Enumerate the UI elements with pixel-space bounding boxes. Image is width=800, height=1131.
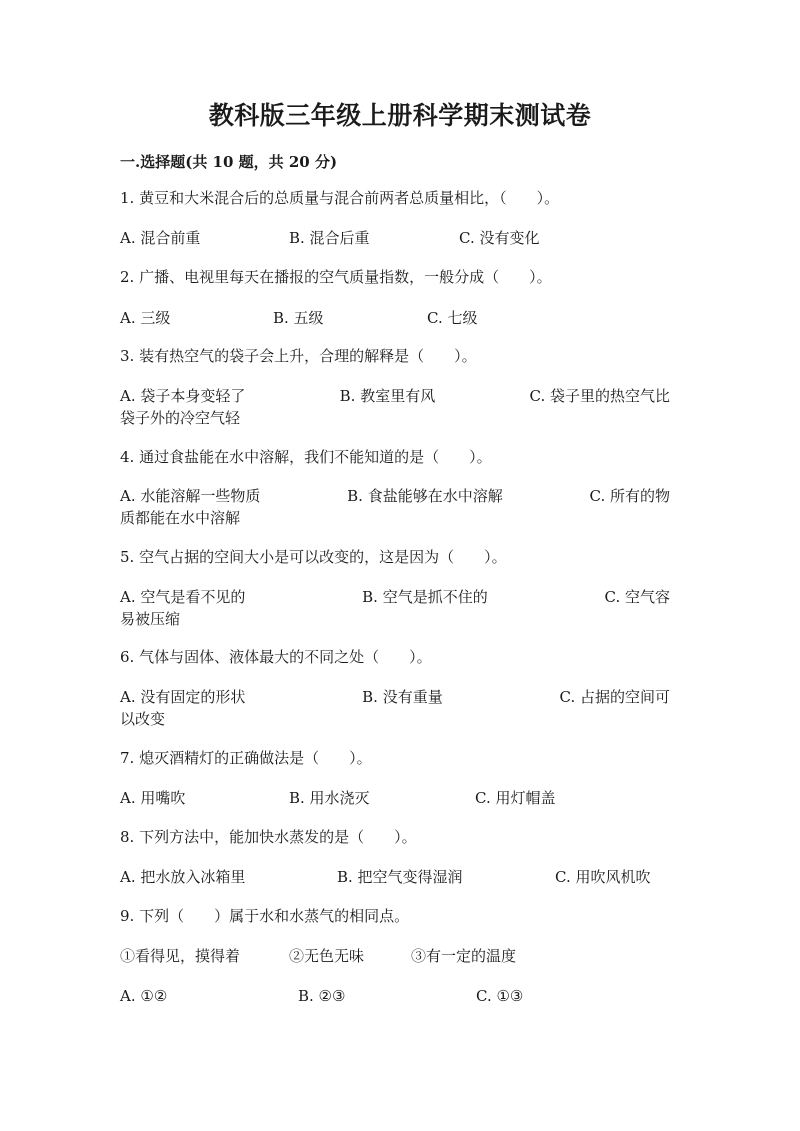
question-3-option-b: B. 教室里有风 [339,387,436,405]
question-1-option-c: C. 没有变化 [459,229,540,247]
question-3-option-c: C. 袋子里的热空气比 [529,387,670,405]
question-4-options [120,485,670,529]
section-heading: 一.选择题(共 10 题，共 20 分) [120,153,338,171]
question-6-option-b: B. 没有重量 [362,688,443,706]
question-4-option-a: A. 水能溶解一些物质 [120,487,261,505]
question-5-option-b: B. 空气是抓不住的 [362,588,488,606]
question-2-option-a: A. 三级 [120,309,171,327]
question-6-stem: 6. 气体与固体、液体最大的不同之处（ ）。 [120,648,432,666]
question-9-option-a: A. ①② [120,987,168,1005]
question-1-option-b: B. 混合后重 [289,229,370,247]
question-2-stem: 2. 广播、电视里每天在播报的空气质量指数，一般分成（ ）。 [120,268,552,286]
question-8-option-b: B. 把空气变得湿润 [337,868,463,886]
question-4-option-c-continued: 质都能在水中溶解 [120,509,241,527]
question-7-option-a: A. 用嘴吹 [120,789,186,807]
question-3-option-a: A. 袋子本身变轻了 [120,387,246,405]
question-5-option-c-continued: 易被压缩 [120,610,181,628]
question-5-options [120,586,670,630]
question-8-option-a: A. 把水放入冰箱里 [120,868,246,886]
question-9-option-c: C. ①③ [476,987,524,1005]
question-7-stem: 7. 熄灭酒精灯的正确做法是（ ）。 [120,749,372,767]
question-6-option-a: A. 没有固定的形状 [120,688,246,706]
page-title: 教科版三年级上册科学期末测试卷 [208,101,592,130]
question-5-option-c: C. 空气容 [604,588,670,606]
question-1-stem: 1. 黄豆和大米混合后的总质量与混合前两者总质量相比，（ ）。 [120,189,560,207]
question-1-option-a: A. 混合前重 [120,229,201,247]
question-5-option-a: A. 空气是看不见的 [120,588,246,606]
question-4-option-c: C. 所有的物 [589,487,670,505]
question-7-option-c: C. 用灯帽盖 [475,789,556,807]
question-2-option-b: B. 五级 [273,309,324,327]
question-6-option-c: C. 占据的空间可 [559,688,670,706]
question-4-option-b: B. 食盐能够在水中溶解 [347,487,503,505]
question-9-option-b: B. ②③ [298,987,346,1005]
question-3-stem: 3. 装有热空气的袋子会上升，合理的解释是（ ）。 [120,347,477,365]
question-9-statement-3: ③有一定的温度 [411,947,517,965]
question-8-option-c: C. 用吹风机吹 [555,868,651,886]
question-6-options [120,686,670,730]
question-6-option-c-continued: 以改变 [120,710,166,728]
question-3-option-c-continued: 袋子外的冷空气轻 [120,409,241,427]
question-5-stem: 5. 空气占据的空间大小是可以改变的，这是因为（ ）。 [120,548,507,566]
question-7-option-b: B. 用水浇灭 [289,789,370,807]
question-2-option-c: C. 七级 [427,309,478,327]
question-8-stem: 8. 下列方法中，能加快水蒸发的是（ ）。 [120,828,417,846]
question-3-options [120,385,670,429]
question-9-statement-1: ①看得见，摸得着 [120,947,241,965]
question-9-statement-2: ②无色无味 [289,947,365,965]
question-9-stem: 9. 下列（ ）属于水和水蒸气的相同点。 [120,907,410,925]
question-4-stem: 4. 通过食盐能在水中溶解，我们不能知道的是（ ）。 [120,448,492,466]
